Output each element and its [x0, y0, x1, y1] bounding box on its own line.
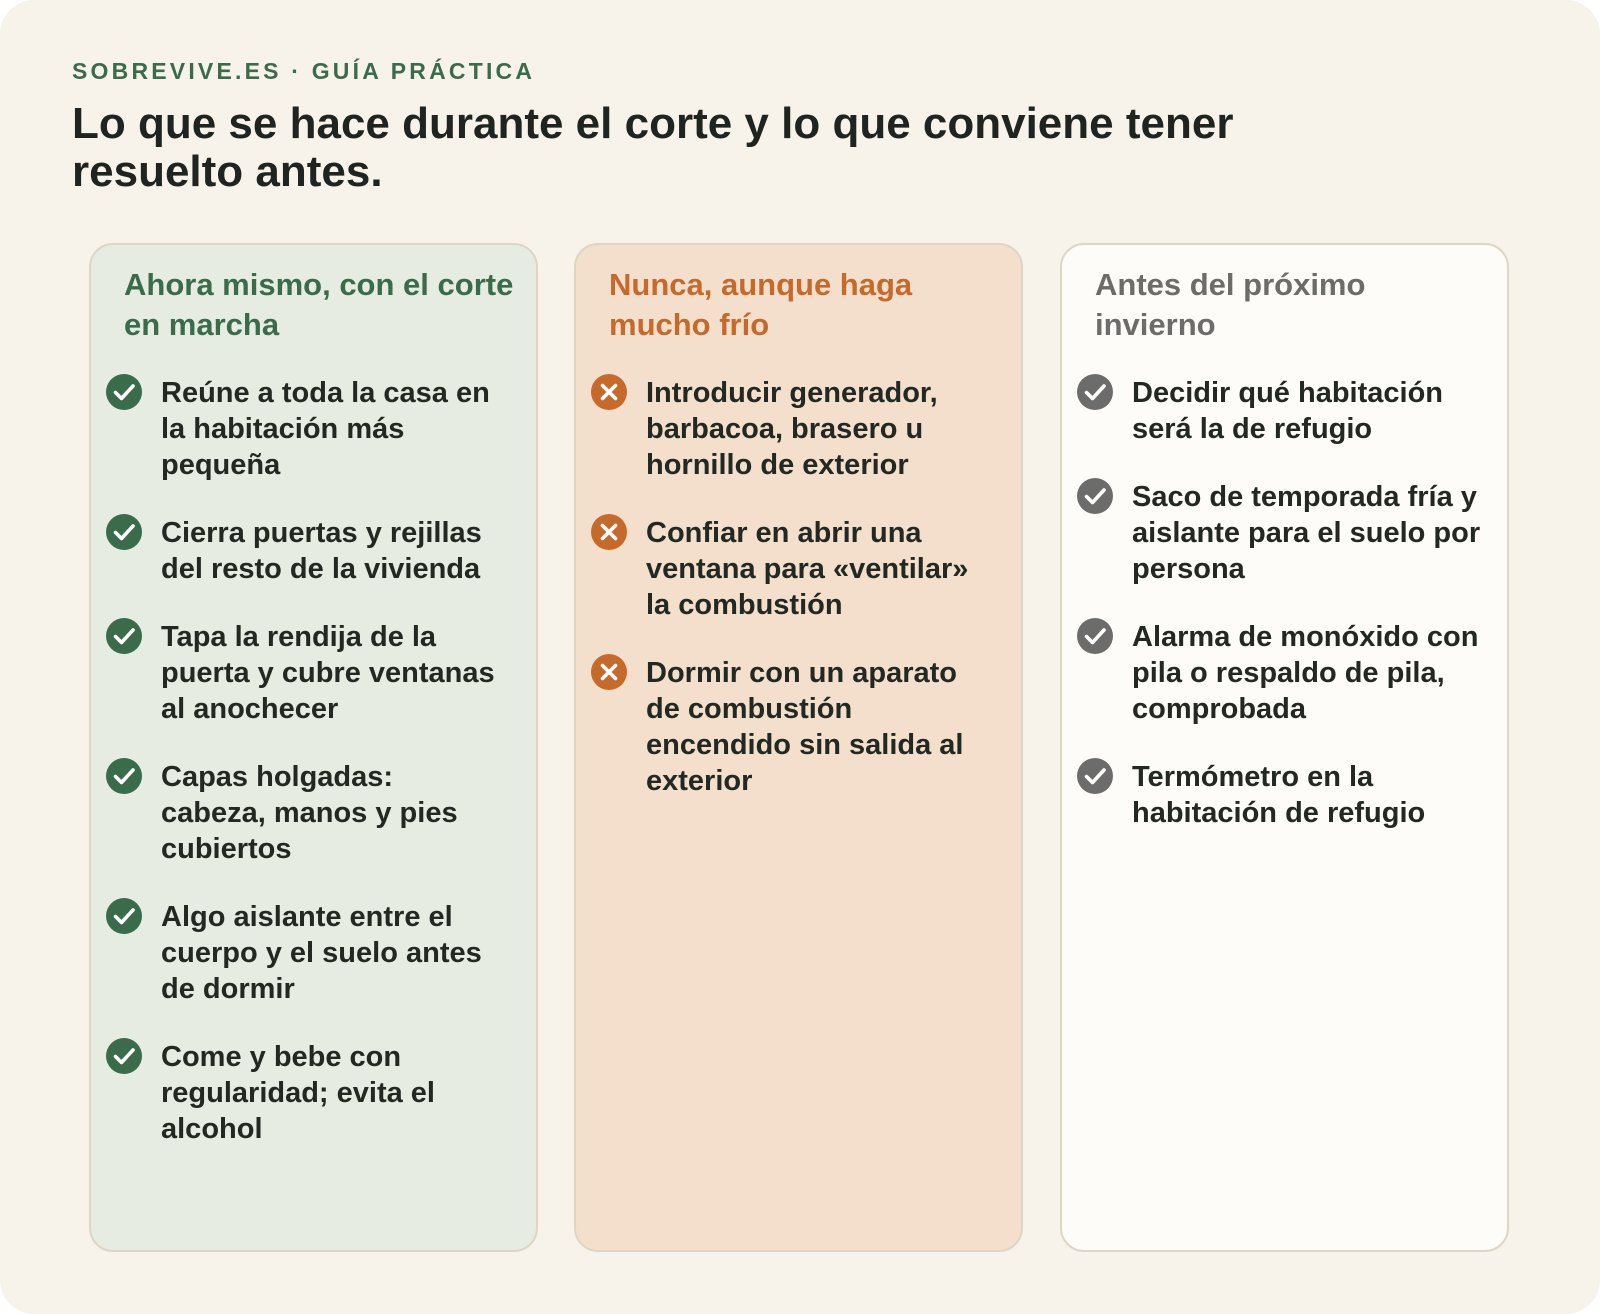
column-title: Ahora mismo, con el corte en marcha — [124, 267, 514, 342]
check-circle-icon — [1076, 477, 1114, 515]
list-item — [105, 375, 525, 483]
column-now — [89, 243, 538, 1252]
list-item — [105, 759, 525, 867]
check-circle-icon — [105, 617, 143, 655]
item-list — [105, 375, 525, 1179]
item-text: Decidir qué habitación será la de refugio — [1132, 377, 1443, 445]
list-item — [1076, 759, 1496, 831]
list-item — [1076, 479, 1496, 587]
item-list — [590, 375, 1010, 831]
item-text: Algo aislante entre el cuerpo y el suelo antes de dormir — [161, 901, 482, 1005]
item-text: Come y bebe con regularidad; evita el alcohol — [161, 1041, 435, 1145]
item-list — [1076, 375, 1496, 863]
item-text: Introducir generador, barbacoa, brasero u hornillo de exterior — [646, 377, 938, 481]
x-circle-icon — [590, 513, 628, 551]
list-item — [590, 655, 1010, 799]
list-item — [1076, 375, 1496, 447]
item-text: Reúne a toda la casa en la habitación más pequeña — [161, 377, 490, 481]
item-text: Dormir con un aparato de combustión encendido sin salida al exterior — [646, 657, 964, 797]
item-text: Confiar en abrir una ventana para «ventilar» la combustión — [646, 517, 969, 621]
check-circle-icon — [1076, 617, 1114, 655]
item-text: Capas holgadas: cabeza, manos y pies cubiertos — [161, 761, 458, 865]
page-title: Lo que se hace durante el corte y lo que conviene tener resuelto antes. — [72, 99, 1234, 196]
column-before — [1060, 243, 1509, 1252]
check-circle-icon — [105, 1037, 143, 1075]
list-item — [105, 899, 525, 1007]
column-never — [574, 243, 1023, 1252]
column-title: Antes del próximo invierno — [1095, 267, 1366, 342]
list-item — [105, 1039, 525, 1147]
x-circle-icon — [590, 373, 628, 411]
item-text: Cierra puertas y rejillas del resto de la vivienda — [161, 517, 482, 585]
check-circle-icon — [105, 757, 143, 795]
list-item — [105, 515, 525, 587]
check-circle-icon — [1076, 757, 1114, 795]
x-circle-icon — [590, 653, 628, 691]
eyebrow-label: SOBREVIVE.ES · GUÍA PRÁCTICA — [72, 58, 536, 84]
check-circle-icon — [105, 513, 143, 551]
check-circle-icon — [1076, 373, 1114, 411]
list-item — [105, 619, 525, 727]
item-text: Saco de temporada fría y aislante para el suelo por persona — [1132, 481, 1481, 585]
list-item — [1076, 619, 1496, 727]
item-text: Tapa la rendija de la puerta y cubre ventanas al anochecer — [161, 621, 495, 725]
column-title: Nunca, aunque haga mucho frío — [609, 267, 913, 342]
check-circle-icon — [105, 373, 143, 411]
check-circle-icon — [105, 897, 143, 935]
list-item — [590, 375, 1010, 483]
item-text: Alarma de monóxido con pila o respaldo de pila, comprobada — [1132, 621, 1479, 725]
item-text: Termómetro en la habitación de refugio — [1132, 761, 1426, 829]
list-item — [590, 515, 1010, 623]
